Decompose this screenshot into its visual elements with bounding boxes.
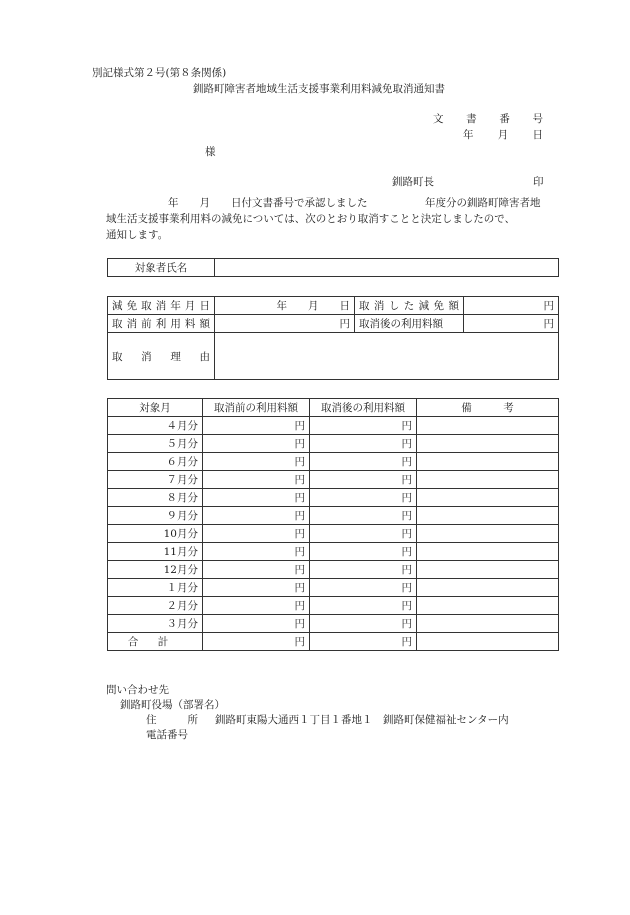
month-label: ７月分 [108, 471, 203, 489]
remarks-cell[interactable] [417, 525, 559, 543]
table-row [108, 525, 559, 543]
addressee-honorific: 様 [205, 146, 216, 158]
col-header-month: 対象月 [108, 399, 203, 417]
remarks-cell[interactable] [417, 579, 559, 597]
remarks-cell[interactable] [417, 507, 559, 525]
total-after-value[interactable]: 円 [310, 633, 417, 651]
before-fee-label [108, 315, 215, 333]
after-amount[interactable]: 円 [310, 489, 417, 507]
phone-label: 電話番号 [146, 729, 188, 741]
before-amount[interactable]: 円 [203, 525, 310, 543]
reason-label-text: 取 消 理 由 [112, 350, 210, 363]
table-row [108, 597, 559, 615]
table-row [108, 543, 559, 561]
table-row [108, 489, 559, 507]
cancel-date-label-text: 減 免 取 消 年 月 日 [112, 300, 210, 312]
after-amount[interactable]: 円 [310, 597, 417, 615]
before-fee-label-text: 取 消 前 利 用 料 額 [112, 318, 210, 330]
document-number-label [433, 113, 543, 126]
remarks-cell[interactable] [417, 597, 559, 615]
col-header-after: 取消後の利用料額 [310, 399, 417, 417]
total-row [108, 633, 559, 651]
subject-name-label: 対象者氏名 [108, 259, 215, 277]
body-line-1a: 年 月 日付文書番号で承認しました [168, 197, 368, 209]
before-amount[interactable]: 円 [203, 561, 310, 579]
before-amount[interactable]: 円 [203, 435, 310, 453]
monthly-table [107, 398, 559, 651]
summary-table [107, 296, 559, 380]
after-amount[interactable]: 円 [310, 471, 417, 489]
body-line-3: 通知します。 [106, 229, 169, 241]
cancelled-amount-label-text: 取 消 し た 減 免 額 [359, 300, 459, 312]
month-label: 12月分 [108, 561, 203, 579]
contact-heading: 問い合わせ先 [106, 684, 169, 696]
table-row [108, 507, 559, 525]
after-amount[interactable]: 円 [310, 525, 417, 543]
total-label [108, 633, 203, 651]
total-remarks[interactable] [417, 633, 559, 651]
total-label-text: 合 計 [127, 636, 169, 648]
month-label: ８月分 [108, 489, 203, 507]
before-amount[interactable]: 円 [203, 417, 310, 435]
table-row [108, 453, 559, 471]
after-amount[interactable]: 円 [310, 435, 417, 453]
month-label: ２月分 [108, 597, 203, 615]
month-label: ４月分 [108, 417, 203, 435]
before-amount[interactable]: 円 [203, 543, 310, 561]
after-amount[interactable]: 円 [310, 543, 417, 561]
table-row [108, 417, 559, 435]
table-row [108, 471, 559, 489]
before-fee-value[interactable]: 円 [215, 315, 355, 333]
contact-address: 釧路町東陽大通西１丁目１番地１ 釧路町保健福祉センター内 [215, 714, 509, 726]
after-amount[interactable]: 円 [310, 615, 417, 633]
body-line-2: 域生活支援事業利用料の減免については、次のとおり取消すことと決定しましたので、 [106, 213, 516, 225]
monthly-header-row [108, 399, 559, 417]
before-amount[interactable]: 円 [203, 453, 310, 471]
address-label-text: 住 所 [146, 714, 198, 726]
document-title: 釧路町障害者地域生活支援事業利用料減免取消通知書 [193, 83, 445, 95]
contact-office: 釧路町役場（部署名） [120, 699, 225, 711]
document-number-text: 文 書 番 号 [433, 113, 543, 125]
table-row [108, 579, 559, 597]
remarks-cell[interactable] [417, 471, 559, 489]
cancel-date-value[interactable]: 年 月 日 [215, 297, 355, 315]
document-date-label [463, 129, 543, 142]
month-label: １月分 [108, 579, 203, 597]
cancelled-amount-value[interactable]: 円 [464, 297, 559, 315]
subject-name-field[interactable] [215, 259, 559, 277]
table-row [108, 615, 559, 633]
after-fee-label: 取消後の利用料額 [355, 315, 464, 333]
month-label: 11月分 [108, 543, 203, 561]
remarks-cell[interactable] [417, 543, 559, 561]
month-label: ９月分 [108, 507, 203, 525]
before-amount[interactable]: 円 [203, 597, 310, 615]
month-label: 10月分 [108, 525, 203, 543]
table-row [108, 435, 559, 453]
after-amount[interactable]: 円 [310, 579, 417, 597]
after-amount[interactable]: 円 [310, 561, 417, 579]
month-label: ３月分 [108, 615, 203, 633]
month-label: ６月分 [108, 453, 203, 471]
remarks-cell[interactable] [417, 453, 559, 471]
after-fee-value[interactable]: 円 [464, 315, 559, 333]
before-amount[interactable]: 円 [203, 471, 310, 489]
seal-mark: 印 [533, 176, 544, 188]
after-amount[interactable]: 円 [310, 453, 417, 471]
before-amount[interactable]: 円 [203, 507, 310, 525]
remarks-cell[interactable] [417, 615, 559, 633]
remarks-cell[interactable] [417, 435, 559, 453]
before-amount[interactable]: 円 [203, 615, 310, 633]
after-amount[interactable]: 円 [310, 507, 417, 525]
after-amount[interactable]: 円 [310, 417, 417, 435]
subject-table [107, 258, 559, 277]
form-reference: 別記様式第２号(第８条関係) [92, 67, 227, 79]
before-amount[interactable]: 円 [203, 489, 310, 507]
remarks-cell[interactable] [417, 561, 559, 579]
reason-field[interactable] [215, 333, 559, 380]
cancel-date-label [108, 297, 215, 315]
body-line-1b: 年度分の釧路町障害者地 [425, 197, 541, 209]
address-label [146, 714, 198, 727]
remarks-cell[interactable] [417, 489, 559, 507]
remarks-cell[interactable] [417, 417, 559, 435]
before-amount[interactable]: 円 [203, 579, 310, 597]
col-header-before: 取消前の利用料額 [203, 399, 310, 417]
reason-label [108, 333, 215, 380]
col-header-remarks: 備 考 [417, 399, 559, 417]
table-row [108, 561, 559, 579]
cancelled-amount-label [355, 297, 464, 315]
total-before-value[interactable]: 円 [203, 633, 310, 651]
sender-name: 釧路町長 [392, 176, 434, 188]
month-label: ５月分 [108, 435, 203, 453]
document-date-text: 年 月 日 [463, 129, 543, 141]
